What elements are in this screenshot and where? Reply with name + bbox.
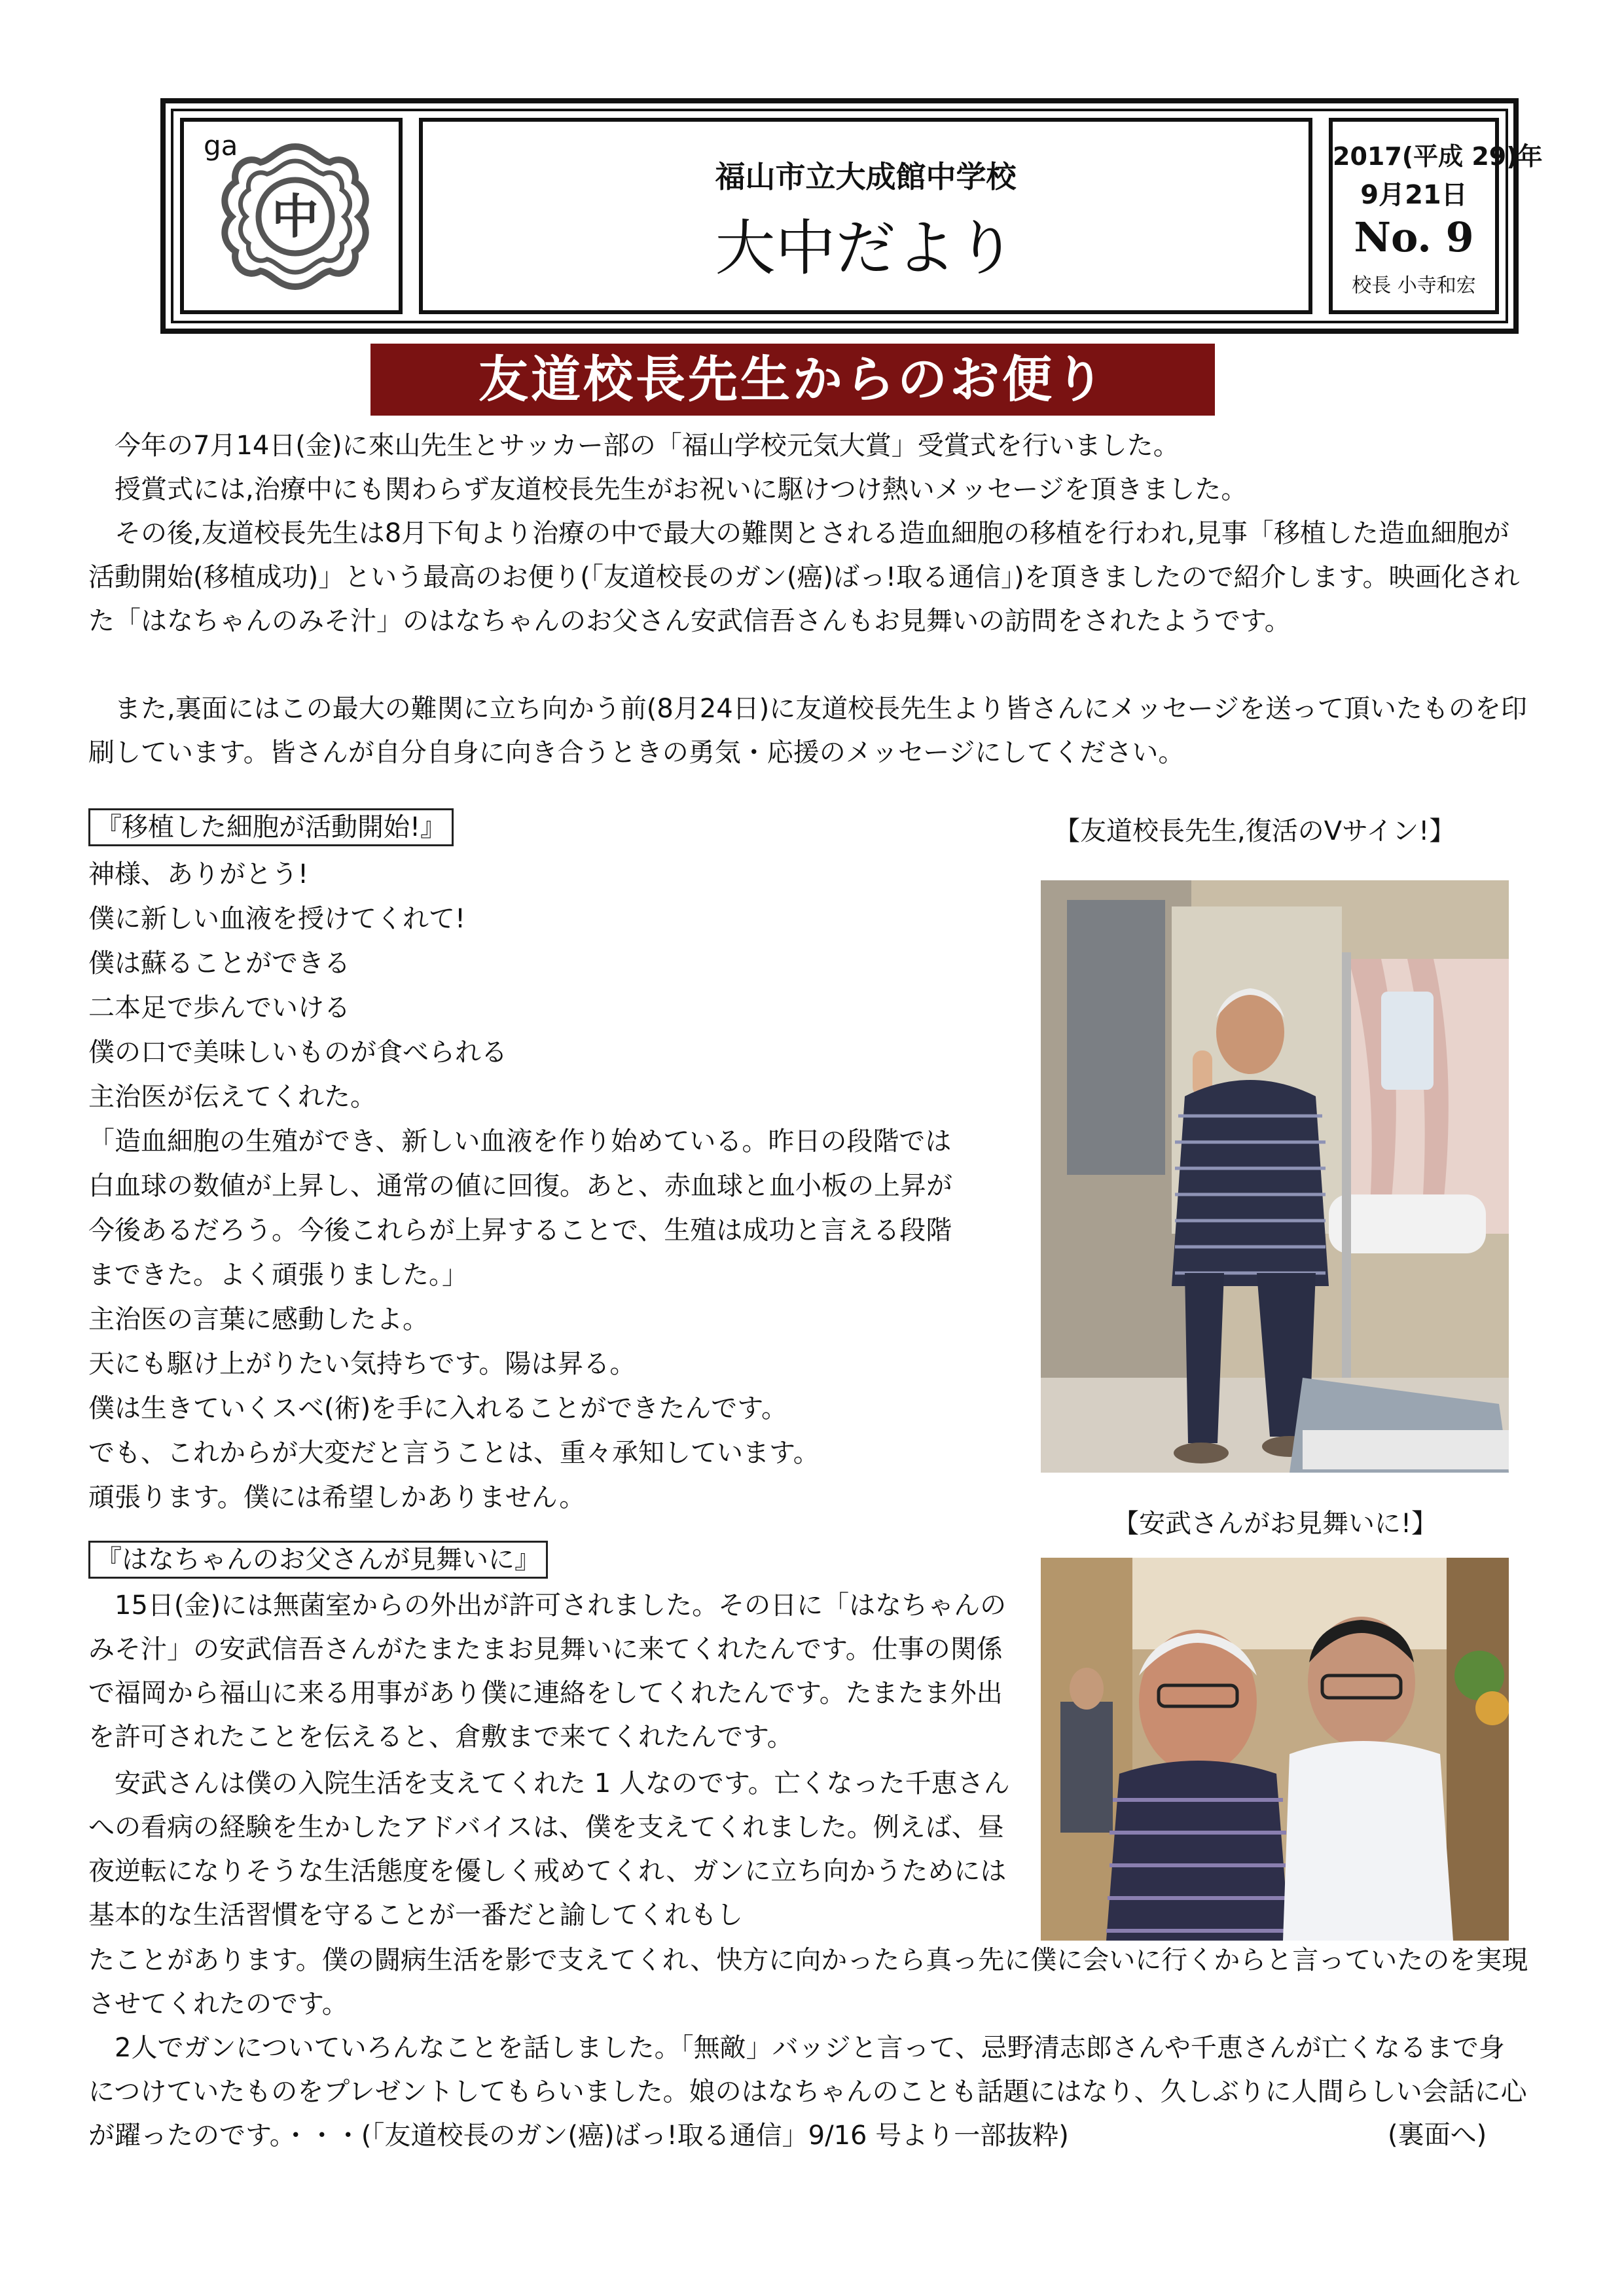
- intro-paragraph-2: 授賞式には,治療中にも関わらず友道校長先生がお祝いに駆けつけ熱いメッセージを頂きました。: [115, 475, 1248, 505]
- poem-line: 白血球の数値が上昇し、通常の値に回復。あと、赤血球と血小板の上昇が: [88, 1171, 952, 1201]
- school-emblem-icon: [213, 135, 377, 298]
- principal-name: 校長 小寺和宏: [1352, 274, 1476, 297]
- intro-paragraph-4: また,裏面にはこの最大の難関に立ち向かう前(8月24日)に友道校長先生より皆さんにメッセージを送って頂いたものを印刷しています。皆さんが自分自身に向き合うときの勇気・応援のメッセージにしてください。: [88, 694, 1527, 768]
- section1-heading: 『移植した細胞が活動開始!』: [88, 808, 454, 846]
- poem-line: 天にも駆け上がりたい気持ちです。陽は昇る。: [88, 1349, 636, 1379]
- masthead: [160, 98, 1543, 334]
- issue-year: 2017(平成 29)年: [1333, 142, 1543, 171]
- issue-date: 9月21日: [1360, 180, 1468, 210]
- title-cell: [419, 118, 1312, 314]
- article-banner: 友道校長先生からのお便り: [370, 344, 1215, 416]
- school-name: 福山市立大成館中学校: [715, 159, 1017, 194]
- intro-paragraph-1: 今年の7月14日(金)に來山先生とサッカー部の「福山学校元気大賞」受賞式を行いました。: [115, 431, 1180, 461]
- section2-paragraph-1: 15日(金)には無菌室からの外出が許可されました。その日に「はなちゃんのみそ汁」の安武信吾さんがたまたまお見舞いに来てくれたんです。仕事の関係で福岡から福山に来る用事があり僕に連絡をしてくれたんです。たまたま外出を許可されたことを伝えると、倉敷まで来てくれたんです。: [88, 1590, 1007, 1752]
- photo2-caption: 【安武さんがお見舞いに!】: [1113, 1509, 1438, 1539]
- section2-paragraph-3: 2人でガンについていろんなことを話しました。「無敵」バッジと言って、忌野清志郎さんや千恵さんが亡くなるまで身につけていたものをプレゼントしてもらいました。娘のはなちゃんのことも話題にはなり、久しぶりに人間らしい会話に心が躍ったのです。・・・(「友道校長のガン(癌)ばっ!取る通信」9/16 号より一部抜粋): [88, 2033, 1527, 2151]
- poem-line: 僕の口で美味しいものが食べられる: [88, 1037, 507, 1067]
- intro-paragraph-3: その後,友道校長先生は8月下旬より治療の中で最大の難関とされる造血細胞の移植を行われ,見事「移植した造血細胞が活動開始(移植成功)」という最高のお便り(「友道校長のガン(癌)ばっ!取る通信」)を頂きましたので紹介します。映画化された「はなちゃんのみそ汁」のはなちゃんのお父さん安武信吾さんもお見舞いの訪問をされたようです。: [88, 518, 1520, 636]
- poem-line: 神様、ありがとう!: [88, 859, 309, 889]
- issue-number: No. 9: [1354, 213, 1474, 261]
- photo-principal-v-sign: [1041, 880, 1509, 1473]
- poem-line: 僕に新しい血液を授けてくれて!: [88, 904, 466, 934]
- poem-line: 頑張ります。僕には希望しかありません。: [88, 1482, 586, 1513]
- poem-line: 「造血細胞の生殖ができ、新しい血液を作り始めている。昨日の段階では: [88, 1126, 952, 1157]
- poem-line: 僕は蘇ることができる: [88, 948, 350, 978]
- emblem-char: 中: [271, 189, 319, 244]
- ga-mark: ga: [204, 130, 238, 162]
- section2-heading: 『はなちゃんのお父さんが見舞いに』: [88, 1541, 548, 1579]
- issue-info-cell: [1329, 118, 1543, 314]
- poem-line: 主治医が伝えてくれた。: [88, 1082, 376, 1112]
- continued-on-back: (裏面へ): [1388, 2120, 1487, 2150]
- newsletter-title: 大中だより: [715, 213, 1017, 283]
- poem-line: 主治医の言葉に感動したよ。: [88, 1304, 429, 1335]
- poem-line: 今後あるだろう。今後これらが上昇することで、生殖は成功と言える段階: [88, 1215, 952, 1246]
- poem-line: でも、これからが大変だと言うことは、重々承知しています。: [88, 1438, 820, 1468]
- poem-line: まできた。よく頑張りました。」: [88, 1260, 468, 1290]
- logo-cell: [180, 118, 403, 314]
- section2-paragraph-2a: 安武さんは僕の入院生活を支えてくれた 1 人なのです。亡くなった千恵さんへの看病の経験を生かしたアドバイスは、僕を支えてくれました。例えば、昼夜逆転になりそうな生活態度を優しく戒めてくれ、ガンに立ち向かうためには基本的な生活習慣を守ることが一番だと諭してくれもし: [88, 1768, 1010, 1930]
- poem-line: 二本足で歩んでいける: [88, 993, 350, 1023]
- photo-yasutake-visit: [1041, 1558, 1509, 1941]
- poem-line: 僕は生きていくスベ(術)を手に入れることができたんです。: [88, 1393, 788, 1424]
- photo1-caption: 【友道校長先生,復活のVサイン!】: [1054, 816, 1456, 846]
- section2-paragraph-2b: たことがあります。僕の闘病生活を影で支えてくれ、快方に向かったら真っ先に僕に会いに行くからと言っていたのを実現させてくれたのです。: [88, 1945, 1528, 2019]
